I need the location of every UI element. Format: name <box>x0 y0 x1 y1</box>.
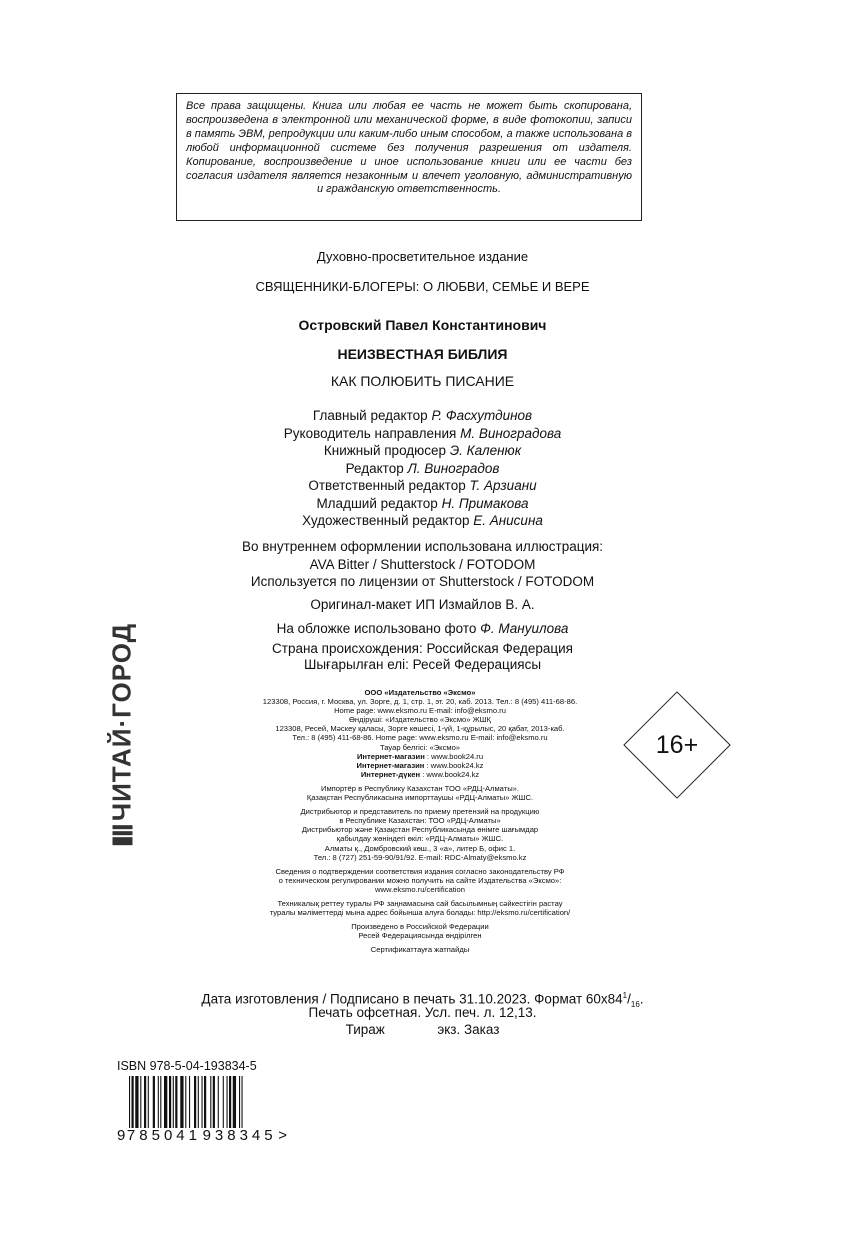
credit-line <box>0 407 845 425</box>
cert-not-required: Сертификаттауға жатпайды <box>370 945 470 955</box>
barcode-bar <box>189 1076 190 1128</box>
certification-ru-line: www.eksmo.ru/certification <box>375 884 465 894</box>
barcode-bar <box>198 1076 199 1128</box>
copyright-notice: Все права защищены. Книга или любая ее часть не может быть скопирована, воспроизведена в электронной или механической форме, в виде фотокопии, записи в память ЭВМ, репродукции или каким-либо иным способом, а также использована в любой информационной системе без получения разрешения от издателя. Копирование, воспроизведение и иное использование книги или ее части без согласия издателя является незаконным и влечет уголовную, административную и гражданскую ответственность. <box>186 100 632 196</box>
credit-role: Редактор <box>345 460 404 476</box>
edition-type: Духовно-просветительное издание <box>316 249 529 264</box>
isbn-number: ISBN 978-5-04-193834-5 <box>117 1059 257 1073</box>
barcode-bar <box>169 1076 171 1128</box>
credit-line <box>0 442 845 460</box>
credit-name: Р. Фасхутдинов <box>431 408 533 423</box>
brand-bars-icon <box>112 825 132 845</box>
credit-line <box>0 425 845 443</box>
credit-role: Книжный продюсер <box>323 443 447 458</box>
certification-ru-line: о техническом регулировании можно получить на сайте Издательства «Эксмо»: <box>278 875 562 885</box>
barcode-digit-group: > <box>278 1127 287 1144</box>
distributor-line: қабылдау жөніндегі өкіл: «РДЦ-Алматы» ЖШС. <box>336 834 504 844</box>
barcode-bar <box>213 1076 215 1128</box>
barcode-bar <box>233 1076 236 1128</box>
country-ru: Страна происхождения: Российская Федерация <box>272 641 573 656</box>
isbn-barcode-block <box>117 1059 287 1149</box>
barcode-bar <box>144 1076 146 1128</box>
barcode-bar <box>135 1076 138 1128</box>
barcode-bar <box>140 1076 141 1128</box>
print-info-prefix: Дата изготовления / Подписано в печать 31.10.2023. Формат 60x84 <box>201 991 623 1007</box>
shop-line <box>160 761 680 770</box>
publisher-kz-producer: Өндіруші: «Издательство «Эксмо» ЖШҚ <box>348 715 491 725</box>
distributor-line: Дистрибьютор және Қазақстан Республикасында өнімге шағымдар <box>301 825 539 835</box>
distributor-line: Тел.: 8 (727) 251-59-90/91/92. E-mail: RDC-Almaty@eksmo.kz <box>313 852 527 862</box>
print-info-line2: Печать офсетная. Усл. печ. л. 12,13. <box>308 1005 537 1020</box>
barcode-bar <box>180 1076 183 1128</box>
author-name: Островский Павел Константинович <box>298 317 547 333</box>
barcode-bar <box>173 1076 174 1128</box>
cover-photo-name: Ф. Мануилова <box>480 621 569 636</box>
shop-label: Интернет-магазин <box>356 760 425 770</box>
certification-kz-line: Техникалық реттеу туралы РФ заңнамасына сай басылымның сәйкестігін растау <box>277 898 563 908</box>
barcode-bar <box>153 1076 155 1128</box>
shop-url: : www.book24.kz <box>420 769 480 779</box>
shop-url: : www.book24.ru <box>424 751 484 761</box>
credit-name: Т. Арзиани <box>469 478 537 493</box>
barcode-bar <box>229 1076 231 1128</box>
barcode-bar <box>218 1076 219 1128</box>
age-rating-badge <box>621 689 733 801</box>
barcode-digits <box>117 1127 287 1144</box>
publisher-info <box>160 688 680 954</box>
barcode-bar <box>202 1076 203 1128</box>
credit-name: Н. Примакова <box>441 495 529 511</box>
credit-line <box>0 460 845 478</box>
certification-ru-line: Сведения о подтверждении соответствия издания согласно законодательству РФ <box>275 866 565 876</box>
credit-name: Э. Каленюк <box>449 443 522 458</box>
publisher-name: ООО «Издательство «Эксмо» <box>364 688 476 697</box>
brand-name: ЧИТАЙ·ГОРОД <box>106 622 137 822</box>
illustration-line: Используется по лицензии от Shutterstock / FOTODOM <box>250 574 595 589</box>
credit-role: Руководитель направления <box>283 425 457 441</box>
cover-photo-label: На обложке использовано фото <box>276 621 477 636</box>
barcode-bar <box>242 1076 243 1128</box>
shop-line <box>160 770 680 779</box>
barcode-bar <box>148 1076 149 1128</box>
barcode-bar <box>239 1076 240 1128</box>
barcode-bar <box>227 1076 228 1128</box>
barcode-bar <box>204 1076 206 1128</box>
book-title: НЕИЗВЕСТНАЯ БИБЛИЯ <box>337 346 508 362</box>
format-denominator: 16 <box>630 1000 640 1010</box>
illustration-block <box>0 538 845 591</box>
country-kz: Шығарылған елі: Ресей Федерациясы <box>303 657 542 672</box>
credit-line <box>0 495 845 513</box>
barcode-bar <box>158 1076 159 1128</box>
publisher-address: 123308, Россия, г. Москва, ул. Зорге, д. 1, стр. 1, эт. 20, каб. 2013. Тел.: 8 (495) 411-68-86. <box>262 697 578 707</box>
publisher-trademark: Тауар белгісі: «Эксмо» <box>379 742 461 752</box>
publisher-kz-address: 123308, Ресей, Мәскеу қаласы, Зорге көшесі, 1-үй, 1-құрылыс, 20 қабат, 2013-каб. <box>275 724 565 734</box>
illustration-line: AVA Bitter / Shutterstock / FOTODOM <box>309 556 536 572</box>
barcode-digit-group: 785041 <box>126 1127 201 1144</box>
shop-label: Интернет-дүкен <box>360 769 421 779</box>
barcode-bar <box>160 1076 161 1128</box>
barcode-bar <box>132 1076 134 1128</box>
credit-name: Л. Виноградов <box>407 460 500 476</box>
credit-line <box>0 477 845 495</box>
certification-kz-line: туралы мәліметтерді мына адрес бойынша алуға болады: http://eksmo.ru/certification/ <box>269 908 571 918</box>
series-title: СВЯЩЕННИКИ-БЛОГЕРЫ: О ЛЮБВИ, СЕМЬЕ И ВЕРЕ <box>255 279 590 294</box>
credit-role: Художественный редактор <box>302 513 470 528</box>
barcode-bar <box>210 1076 211 1128</box>
book-subtitle: КАК ПОЛЮБИТЬ ПИСАНИЕ <box>330 373 515 389</box>
illustration-line: Во внутреннем оформлении использована иллюстрация: <box>241 539 604 554</box>
barcode-bar <box>223 1076 224 1128</box>
print-info-suffix: . <box>639 991 644 1007</box>
credit-name: Е. Анисина <box>473 513 543 528</box>
barcode-bar <box>175 1076 177 1128</box>
shop-line <box>160 752 680 761</box>
shop-url: : www.book24.kz <box>424 760 484 770</box>
copyright-notice-box <box>176 93 642 221</box>
barcode-bar <box>129 1076 130 1128</box>
produced-line: Произведено в Российской Федерации <box>351 922 489 932</box>
credits-block <box>0 407 845 530</box>
print-info-line3: Тираж экз. Заказ <box>345 1022 500 1037</box>
barcode-bar <box>164 1076 167 1128</box>
brand-logo-vertical <box>108 598 136 870</box>
barcode-bar <box>194 1076 196 1128</box>
credit-role: Младший редактор <box>316 495 438 511</box>
distributor-line: Алматы қ., Домбровский көш., 3 «а», литер Б, офис 1. <box>324 843 516 853</box>
layout-credit: Оригинал-макет ИП Измайлов В. А. <box>310 597 535 612</box>
barcode-digit-group: 938345 <box>202 1127 277 1144</box>
barcode-digit-group: 9 <box>117 1127 126 1144</box>
publisher-kz-contacts: Тел.: 8 (495) 411-68-86. Home page: www.eksmo.ru E-mail: info@eksmo.ru <box>292 733 548 743</box>
print-info-line1: Дата изготовления / Подписано в печать 31.10.2023. Формат $60x84^1/_{16}$. <box>201 991 644 1010</box>
importer-line: Қазақстан Республикасына импорттаушы «РДЦ-Алматы» ЖШС. <box>306 793 534 803</box>
credit-role: Главный редактор <box>312 408 428 423</box>
distributor-line: Дистрибьютор и представитель по приему претензий на продукцию <box>300 807 540 817</box>
importer-line: Импортёр в Республику Казахстан ТОО «РДЦ-Алматы». <box>320 783 519 793</box>
shop-label: Интернет-магазин <box>356 751 425 761</box>
barcode-bar <box>185 1076 186 1128</box>
distributor-line: в Республике Казахстан: ТОО «РДЦ-Алматы» <box>339 816 501 826</box>
age-rating-text: 16+ <box>655 730 699 759</box>
credit-name: М. Виноградова <box>460 425 562 441</box>
publisher-web: Home page: www.eksmo.ru E-mail: info@eksmo.ru <box>334 706 506 716</box>
credit-line <box>0 512 845 530</box>
format-numerator: 1 <box>622 991 628 1000</box>
produced-line: Ресей Федерациясында өндірілген <box>358 931 482 941</box>
credit-role: Ответственный редактор <box>308 478 466 493</box>
